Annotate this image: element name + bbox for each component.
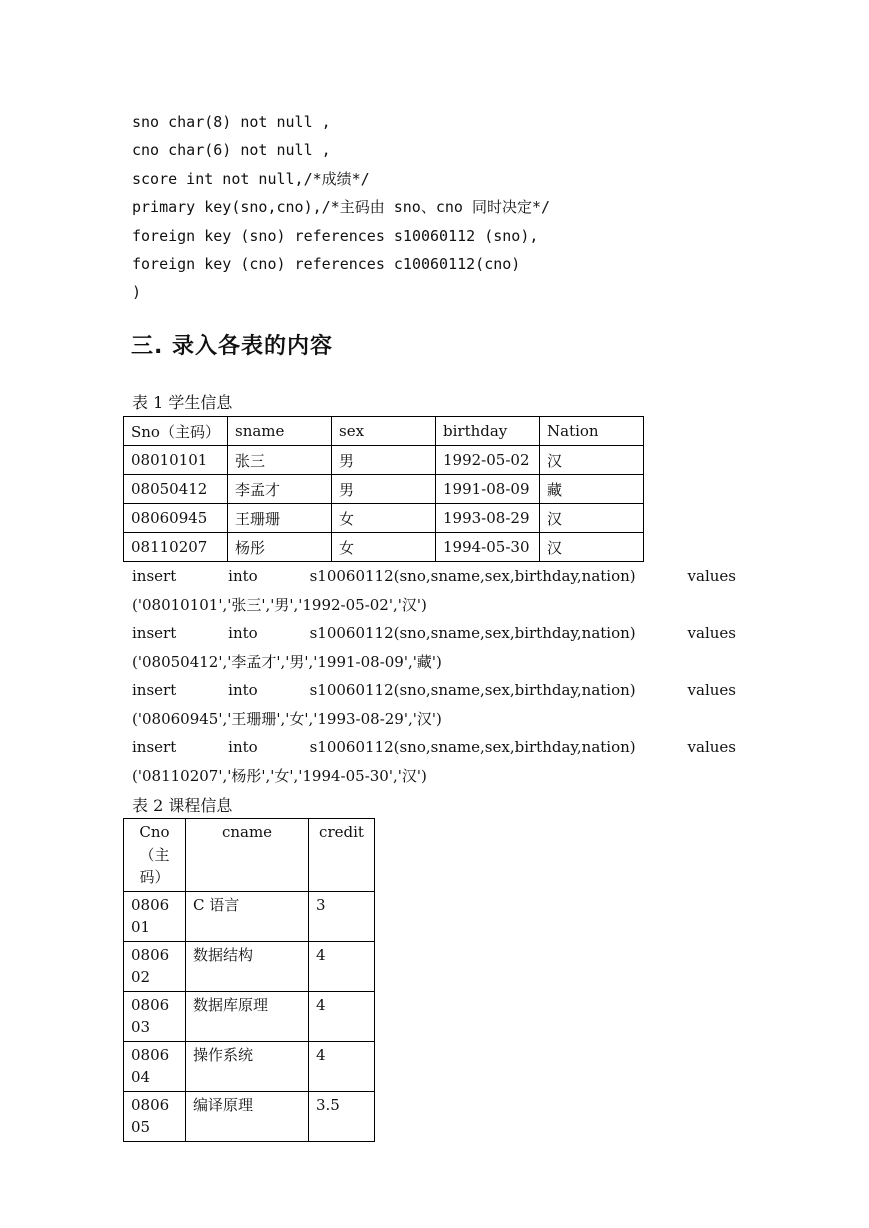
table-cell: 女 <box>332 504 436 533</box>
table-header-cell: sex <box>332 417 436 446</box>
table-header-row <box>124 417 644 446</box>
into-keyword: into <box>228 681 258 699</box>
insert-target: s10060112(sno,sname,sex,birthday,nation) <box>309 624 636 642</box>
table-cell: C 语言 <box>186 891 309 941</box>
table-cell: 4 <box>309 1041 375 1091</box>
insert-keyword: insert <box>132 624 177 642</box>
table-row <box>124 941 375 991</box>
table-cell: 藏 <box>540 475 644 504</box>
table-cell: 08050412 <box>124 475 228 504</box>
table-cell: 1991-08-09 <box>436 475 540 504</box>
table-cell: 数据结构 <box>186 941 309 991</box>
insert-target: s10060112(sno,sname,sex,birthday,nation) <box>309 681 636 699</box>
into-keyword: into <box>228 738 258 756</box>
table-cell: 张三 <box>228 446 332 475</box>
table-cell: 男 <box>332 475 436 504</box>
table1-caption: 表 1 学生信息 <box>132 393 233 412</box>
insert-target: s10060112(sno,sname,sex,birthday,nation) <box>309 738 636 756</box>
insert-line <box>132 562 736 591</box>
table-cell: 1992-05-02 <box>436 446 540 475</box>
insert-target: s10060112(sno,sname,sex,birthday,nation) <box>309 567 636 585</box>
values-keyword: values <box>687 681 736 699</box>
table-cell: 08110207 <box>124 533 228 562</box>
table-cell: 4 <box>309 991 375 1041</box>
table-cell: 1994-05-30 <box>436 533 540 562</box>
insert-line <box>132 676 736 705</box>
table-row <box>124 504 644 533</box>
into-keyword: into <box>228 624 258 642</box>
code-line: foreign key (cno) references c10060112(cno) <box>132 254 521 273</box>
table-cell: 08060945 <box>124 504 228 533</box>
table-row <box>124 533 644 562</box>
insert-values-line: ('08010101','张三','男','1992-05-02','汉') <box>132 595 427 614</box>
table-header-cell: cname <box>186 819 309 892</box>
student-table <box>123 416 644 562</box>
insert-values-line: ('08050412','李孟才','男','1991-08-09','藏') <box>132 652 442 671</box>
table-cell: 3.5 <box>309 1091 375 1141</box>
values-keyword: values <box>687 567 736 585</box>
insert-line <box>132 733 736 762</box>
table-header-row <box>124 819 375 892</box>
table-row <box>124 891 375 941</box>
insert-keyword: insert <box>132 681 177 699</box>
table-row <box>124 475 644 504</box>
table-cell: 汉 <box>540 504 644 533</box>
section-heading: 三. 录入各表的内容 <box>131 334 334 359</box>
insert-line <box>132 619 736 648</box>
code-line: foreign key (sno) references s10060112 (sno), <box>132 226 539 245</box>
table-header-cell: birthday <box>436 417 540 446</box>
table-cell: 女 <box>332 533 436 562</box>
table-header-cell: Sno（主码） <box>124 417 228 446</box>
table-row <box>124 1041 375 1091</box>
table-row <box>124 1091 375 1141</box>
insert-values-line: ('08060945','王珊珊','女','1993-08-29','汉') <box>132 709 442 728</box>
table-cell: 3 <box>309 891 375 941</box>
table-cell: 汉 <box>540 446 644 475</box>
table-cell: 编译原理 <box>186 1091 309 1141</box>
table-cell: 汉 <box>540 533 644 562</box>
table2-caption: 表 2 课程信息 <box>132 796 233 815</box>
table-cell: 李孟才 <box>228 475 332 504</box>
table-cell: 操作系统 <box>186 1041 309 1091</box>
table-header-cell: Nation <box>540 417 644 446</box>
insert-keyword: insert <box>132 567 177 585</box>
table-cell: 4 <box>309 941 375 991</box>
code-line: sno char(8) not null , <box>132 113 331 131</box>
code-line: score int not null,/*成绩*/ <box>132 169 370 188</box>
sql-code-block <box>132 108 550 307</box>
code-line: primary key(sno,cno),/*主码由 sno、cno 同时决定*/ <box>132 198 551 217</box>
table-header-cell: Cno（主码） <box>124 819 186 892</box>
code-line: cno char(6) not null , <box>132 141 331 160</box>
table-cell: 08010101 <box>124 446 228 475</box>
table-cell: 杨彤 <box>228 533 332 562</box>
into-keyword: into <box>228 567 258 585</box>
table-cell: 080604 <box>124 1041 186 1091</box>
table-row <box>124 991 375 1041</box>
table-cell: 080603 <box>124 991 186 1041</box>
table-row <box>124 446 644 475</box>
table-cell: 数据库原理 <box>186 991 309 1041</box>
table-cell: 080605 <box>124 1091 186 1141</box>
code-line: ) <box>132 283 142 302</box>
values-keyword: values <box>687 738 736 756</box>
course-table <box>123 818 375 1142</box>
table-cell: 男 <box>332 446 436 475</box>
table-cell: 080602 <box>124 941 186 991</box>
table-cell: 王珊珊 <box>228 504 332 533</box>
table-cell: 080601 <box>124 891 186 941</box>
insert-values-line: ('08110207','杨彤','女','1994-05-30','汉') <box>132 766 427 785</box>
insert-statements <box>132 562 736 790</box>
values-keyword: values <box>687 624 736 642</box>
table-header-cell: credit <box>309 819 375 892</box>
table-header-cell: sname <box>228 417 332 446</box>
insert-keyword: insert <box>132 738 177 756</box>
table-cell: 1993-08-29 <box>436 504 540 533</box>
